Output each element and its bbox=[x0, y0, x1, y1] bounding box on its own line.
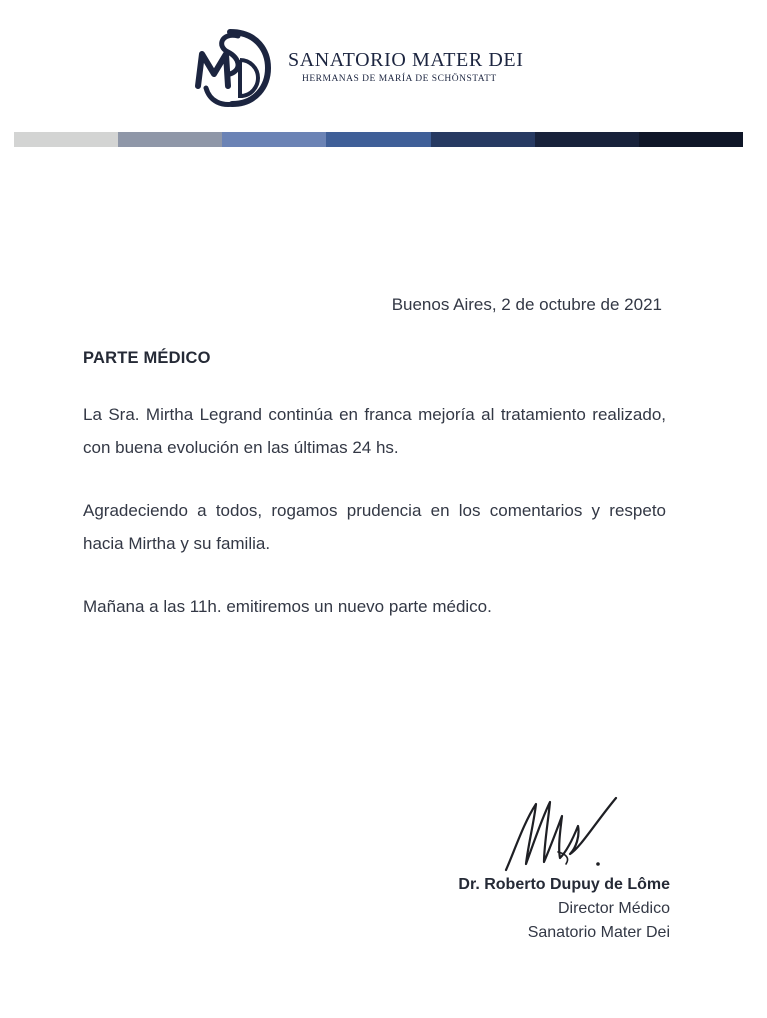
document-title: PARTE MÉDICO bbox=[83, 349, 211, 367]
signatory-name: Dr. Roberto Dupuy de Lôme bbox=[458, 876, 670, 893]
color-bar-segment bbox=[639, 132, 743, 147]
color-bar-segment bbox=[431, 132, 535, 147]
signatory-organization: Sanatorio Mater Dei bbox=[527, 924, 670, 941]
sanatorio-logo-icon bbox=[192, 26, 272, 108]
handwritten-signature bbox=[500, 792, 625, 877]
color-bar-segment bbox=[535, 132, 639, 147]
brand-name: SANATORIO MATER DEI bbox=[288, 49, 524, 71]
document-date: Buenos Aires, 2 de octubre de 2021 bbox=[391, 295, 662, 314]
signatory-role: Director Médico bbox=[557, 900, 670, 917]
letterhead-color-bar bbox=[14, 132, 743, 147]
paragraph-3: Mañana a las 11h. emitiremos un nuevo parte médico. bbox=[83, 597, 492, 616]
letterhead bbox=[0, 0, 767, 160]
color-bar-segment bbox=[14, 132, 118, 147]
paragraph-2: Agradeciendo a todos, rogamos prudencia en los comentarios y respeto hacia Mirtha y su familia. bbox=[83, 501, 666, 553]
color-bar-segment bbox=[326, 132, 430, 147]
signature-block bbox=[400, 873, 670, 945]
brand-subtitle: HERMANAS DE MARÍA DE SCHÖNSTATT bbox=[302, 74, 497, 84]
paragraph-1: La Sra. Mirtha Legrand continúa en franca mejoría al tratamiento realizado, con buena evolución en las últimas 24 hs. bbox=[83, 405, 666, 457]
color-bar-segment bbox=[222, 132, 326, 147]
color-bar-segment bbox=[118, 132, 222, 147]
